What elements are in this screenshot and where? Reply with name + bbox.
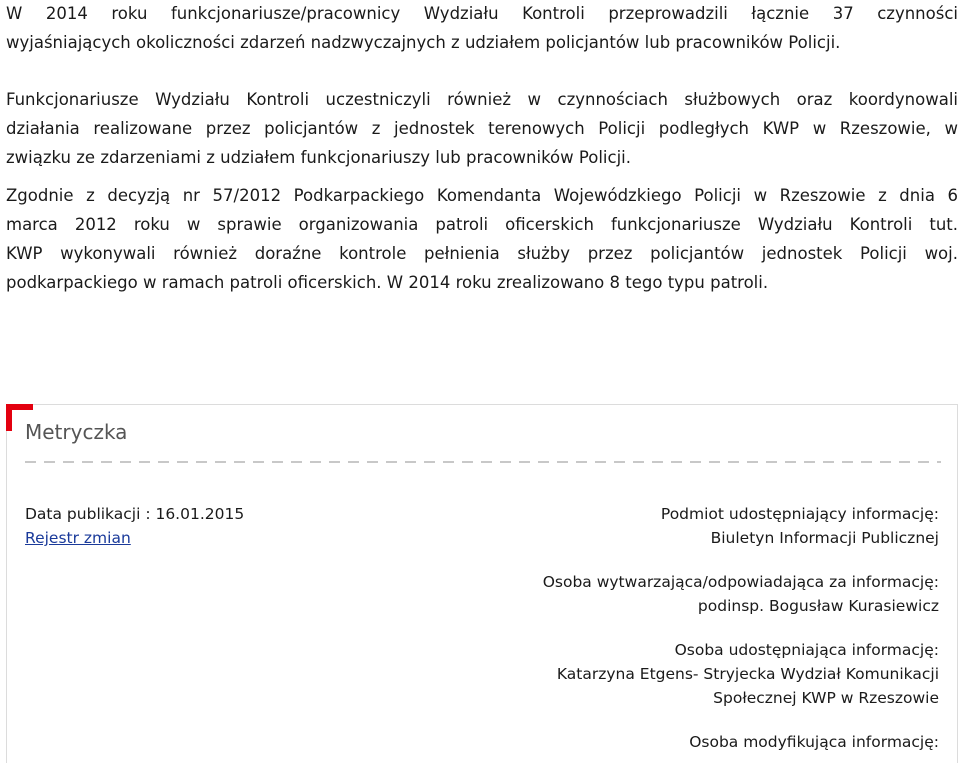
change-log-link[interactable]: Rejestr zmian: [25, 529, 131, 547]
text-line: działania realizowane przez policjantów z jednostek terenowych Policji podległych KWP w Rzeszowie, w: [6, 119, 958, 138]
text-line: Zgodnie z decyzją nr 57/2012 Podkarpackiego Komendanta Wojewódzkiego Policji w Rzeszowie z dnia 6: [6, 186, 958, 205]
sharer-label: Osoba udostępniająca informację:: [674, 641, 939, 659]
modifier-label: Osoba modyfikująca informację:: [689, 733, 939, 751]
producer-label: Osoba wytwarzająca/odpowiadająca za informację:: [542, 573, 939, 591]
sharer-value: Katarzyna Etgens- Stryjecka Wydział Komunikacji: [556, 665, 939, 683]
paragraph-coordination: [6, 85, 958, 172]
producer-value: podinsp. Bogusław Kurasiewicz: [697, 597, 939, 615]
meta-left-column: [25, 502, 244, 550]
text-line: KWP wykonywali również doraźne kontrole pełnienia służby przez policjantów jednostek Policji woj.: [6, 244, 958, 263]
text-line: związku ze zdarzeniami z udziałem funkcjonariuszy lub pracowników Policji.: [6, 148, 632, 167]
text-line: Funkcjonariusze Wydziału Kontroli uczestniczyli również w czynnościach służbowych oraz koordynowali: [6, 90, 958, 109]
publication-date: Data publikacji : 16.01.2015: [25, 505, 245, 523]
text-line: wyjaśniających okoliczności zdarzeń nadzwyczajnych z udziałem policjantów lub pracowników Policji.: [6, 33, 841, 52]
sharer-value: Społecznej KWP w Rzeszowie: [713, 689, 939, 707]
text-line: podkarpackiego w ramach patroli oficerskich. W 2014 roku zrealizowano 8 tego typu patroli.: [6, 273, 769, 292]
publisher-value: Biuletyn Informacji Publicznej: [710, 529, 939, 547]
paragraph-investigations: [6, 0, 958, 57]
publisher-label: Podmiot udostępniający informację:: [660, 505, 939, 523]
meta-right-column: [459, 502, 939, 754]
paragraph-patrols: [6, 181, 958, 297]
text-line: marca 2012 roku w sprawie organizowania patroli oficerskich funkcjonariusze Wydziału Kontroli tut.: [6, 215, 958, 234]
dashed-divider: [25, 461, 941, 463]
text-line: W 2014 roku funkcjonariusze/pracownicy Wydziału Kontroli przeprowadzili łącznie 37 czynności: [6, 4, 958, 23]
metryczka-title: Metryczka: [25, 420, 128, 444]
metryczka-panel: [6, 404, 958, 763]
